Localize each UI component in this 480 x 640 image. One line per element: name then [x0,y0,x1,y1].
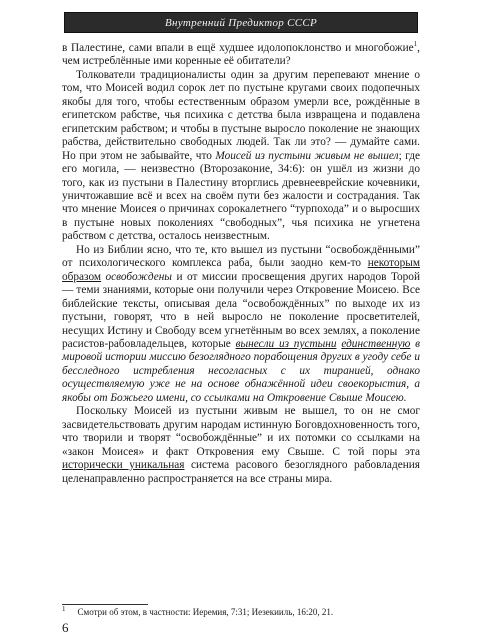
text-run: Толкователи традиционалисты один за другим перепевают мнение о том, что Моисей водил сорок лет по пустыне кругами своих подопечных якобы для того, чтобы естественным образом умерли все, рождённые в египетском рабстве, чья психика с детства была извращена и подавлена египетским рабством; и чтобы в пустыне выросло поколение не знающих рабства, действительно свободных людей. Так ли это? — думайте сами. Но при этом не забывайте, что [62,68,420,162]
paragraph [62,405,420,486]
text-run: в Палестине, сами впали в ещё худшее идолопоклонство и многобожие [62,42,414,54]
footnote-marker: 1 [62,605,66,613]
footnote [62,607,420,618]
italic-run: в мировой истории миссию безоглядного порабощения других в угоду себе и бесследного истребления несогласных с их тиранией, однако осуществляемую уже не на основе обнажённой идеи своекорыстия, а якобы от Божьего имени, со ссылками на Откровение Свыше Моисею. [62,337,421,404]
page-number: 6 [62,620,69,635]
text-run: Но из Библии ясно, что те, кто вышел из пустыни “освобождёнными” от психологического комплекса раба, были заодно кем-то [62,243,420,270]
underlined-run: исторически уникальная [62,459,185,472]
text-run: и от миссии просвещения других народов Торой — теми знаниями, которые они получили через Откровение Моисею. Все библейские тексты, описывая дела “освобождённых” по выходе их из пустыни, говорят, что в ней выросло не поколение просветителей, несущих Истину и Свободу всем угнетённым во всех землях, а поколение расистов-рабовладельцев, которые [62,270,420,350]
running-header-title: Внутренний Предиктор СССР [164,16,318,29]
text-run: ; где его могила, — неизвестно (Второзаконие, 34:6): он ушёл из жизни до того, как из пустыни в Палестину вторглись древнееврейские кочевники, уничтожавшие всё и всех на своём пути без жалости и сострадания. Так что мнение Моисея о причинах сорокалетнего “турпохода” и о выросших в пустыне новых поколениях “свободных”, чья психика не угнетена рабством с детства, осталось неизвестным. [62,149,420,243]
text-run: Поскольку Моисей из пустыни живым не вышел, то он не смог засвидетельствовать другим народам истинную Боговдохновенность того, что творили и творят “освобождённые” и их потомки со ссылками на «закон Моисея» и факт Откровения ему Свыше. С той поры эта [62,405,420,458]
underlined-run: некоторым образом [62,257,420,283]
text-run: , чем истреблённые ими коренные её обитатели? [62,42,420,68]
paragraph [62,244,420,405]
italic-run: Моисей из пустыни живым не вышел [215,149,399,162]
italic-underlined-run: единственную [341,337,411,350]
text-run: система расового безоглядного рабовладения целенаправленно распространяется на все страны мира. [62,459,420,485]
italic-run: освобождены [105,270,172,283]
footnote-text: Смотри об этом, в частности: Иеремия, 7:31; Иезекииль, 16:20, 21. [77,607,334,617]
footnote-reference: 1 [413,40,418,49]
paragraph [62,42,420,69]
footnote-separator [62,604,148,605]
paragraph [62,69,420,244]
body-text [62,42,420,486]
italic-underlined-run: вынесли из пустыни [235,337,337,350]
running-header [64,12,418,33]
